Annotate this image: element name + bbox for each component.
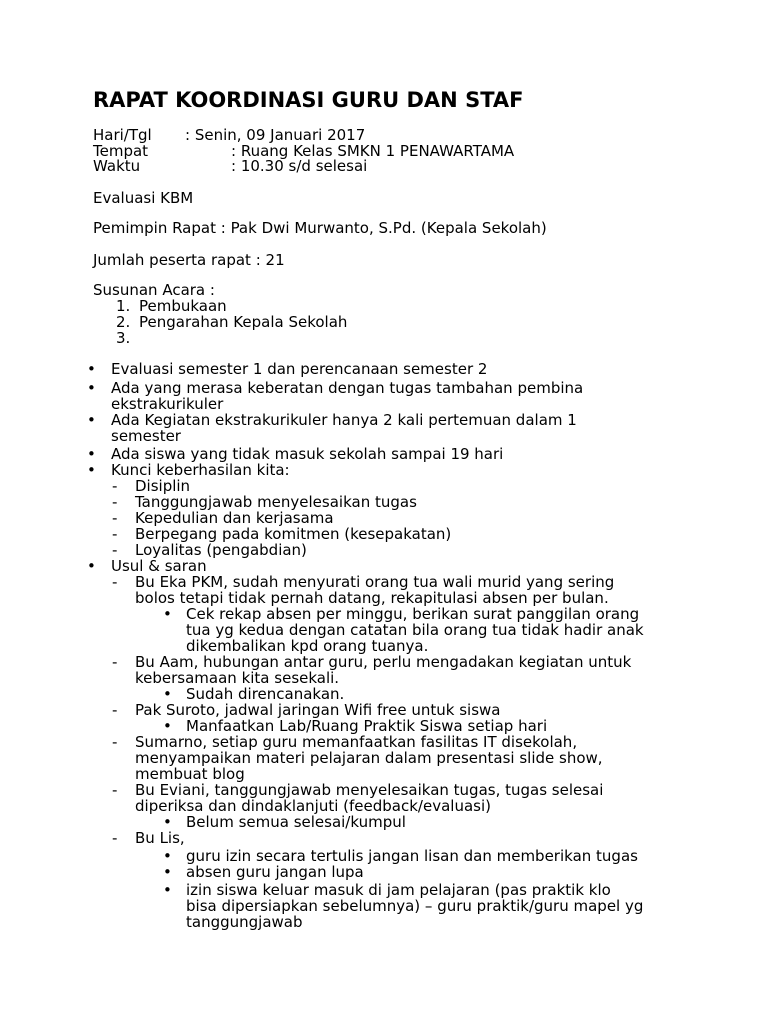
usul-sub-item: Sudah direncanakan. xyxy=(186,685,345,703)
usul-item: Bu Eviani, tanggungjawab menyelesaikan tugas, tugas selesai xyxy=(135,781,604,799)
dash-marker: - xyxy=(112,525,118,543)
kunci-item: Tanggungjawab menyelesaikan tugas xyxy=(135,493,417,511)
dash-marker: - xyxy=(112,829,118,847)
dash-marker: - xyxy=(112,701,118,719)
kunci-item: Disiplin xyxy=(135,477,191,495)
usul-sub-item-cont: tua yg kedua dengan catatan bila orang tua tidak hadir anak xyxy=(186,621,644,639)
susunan-num: 3. xyxy=(116,329,131,347)
usul-sub-item: absen guru jangan lupa xyxy=(186,863,364,881)
tempat-value: : Ruang Kelas SMKN 1 PENAWARTAMA xyxy=(231,142,515,160)
usul-item-cont: bolos tetapi tidak pernah datang, rekapitulasi absen per bulan. xyxy=(135,589,609,607)
bullet-icon: • xyxy=(87,379,96,397)
usul-sub-item-cont: dikembalikan kpd orang tuanya. xyxy=(186,637,429,655)
dash-marker: - xyxy=(112,573,118,591)
hari-value: : Senin, 09 Januari 2017 xyxy=(185,126,366,144)
kunci-item: Kepedulian dan kerjasama xyxy=(135,509,334,527)
usul-item-cont: diperiksa dan dindaklanjuti (feedback/evaluasi) xyxy=(135,797,491,815)
bullet-item: Evaluasi semester 1 dan perencanaan semester 2 xyxy=(111,360,488,378)
sub-bullet-icon: • xyxy=(163,881,172,899)
usul-item: Bu Eka PKM, sudah menyurati orang tua wali murid yang sering xyxy=(135,573,615,591)
usul-item-cont: kebersamaan kita sesekali. xyxy=(135,669,340,687)
dash-marker: - xyxy=(112,781,118,799)
usul-sub-item-cont: tanggungjawab xyxy=(186,913,303,931)
bullet-item: Ada yang merasa keberatan dengan tugas tambahan pembina xyxy=(111,379,584,397)
sub-bullet-icon: • xyxy=(163,813,172,831)
susunan-item: Pengarahan Kepala Sekolah xyxy=(139,313,348,331)
susunan-heading: Susunan Acara : xyxy=(93,281,215,299)
usul-sub-item: Belum semua selesai/kumpul xyxy=(186,813,406,831)
usul-sub-item-cont: bisa dipersiapkan sebelumnya) – guru praktik/guru mapel yg xyxy=(186,897,644,915)
susunan-num: 1. xyxy=(116,297,131,315)
dash-marker: - xyxy=(112,733,118,751)
dash-marker: - xyxy=(112,477,118,495)
tempat-label: Tempat xyxy=(93,142,149,160)
sub-bullet-icon: • xyxy=(163,685,172,703)
usul-sub-item: izin siswa keluar masuk di jam pelajaran (pas praktik klo xyxy=(186,881,611,899)
dash-marker: - xyxy=(112,509,118,527)
usul-sub-item: Manfaatkan Lab/Ruang Praktik Siswa setiap hari xyxy=(186,717,548,735)
document-title: RAPAT KOORDINASI GURU DAN STAF xyxy=(93,88,524,112)
dash-marker: - xyxy=(112,493,118,511)
bullet-item-cont: semester xyxy=(111,427,181,445)
usul-item-cont: menyampaikan materi pelajaran dalam presentasi slide show, xyxy=(135,749,603,767)
bullet-icon: • xyxy=(87,445,96,463)
usul-item: Bu Aam, hubungan antar guru, perlu mengadakan kegiatan untuk xyxy=(135,653,632,671)
dash-marker: - xyxy=(112,541,118,559)
bullet-item: Usul & saran xyxy=(111,557,207,575)
pemimpin-rapat: Pemimpin Rapat : Pak Dwi Murwanto, S.Pd. (Kepala Sekolah) xyxy=(93,219,547,237)
bullet-item-cont: ekstrakurikuler xyxy=(111,395,224,413)
sub-bullet-icon: • xyxy=(163,605,172,623)
usul-item: Sumarno, setiap guru memanfaatkan fasilitas IT disekolah, xyxy=(135,733,578,751)
sub-bullet-icon: • xyxy=(163,863,172,881)
waktu-value: : 10.30 s/d selesai xyxy=(231,157,368,175)
usul-sub-item: Cek rekap absen per minggu, berikan surat panggilan orang xyxy=(186,605,640,623)
bullet-icon: • xyxy=(87,411,96,429)
bullet-icon: • xyxy=(87,360,96,378)
susunan-num: 2. xyxy=(116,313,131,331)
usul-item: Pak Suroto, jadwal jaringan Wifi free untuk siswa xyxy=(135,701,501,719)
bullet-item: Ada siswa yang tidak masuk sekolah sampai 19 hari xyxy=(111,445,504,463)
sub-bullet-icon: • xyxy=(163,847,172,865)
sub-bullet-icon: • xyxy=(163,717,172,735)
usul-sub-item: guru izin secara tertulis jangan lisan dan memberikan tugas xyxy=(186,847,638,865)
kunci-item: Berpegang pada komitmen (kesepakatan) xyxy=(135,525,452,543)
jumlah-peserta: Jumlah peserta rapat : 21 xyxy=(93,251,285,269)
agenda-topic: Evaluasi KBM xyxy=(93,189,194,207)
dash-marker: - xyxy=(112,653,118,671)
bullet-item: Ada Kegiatan ekstrakurikuler hanya 2 kali pertemuan dalam 1 xyxy=(111,411,577,429)
usul-item: Bu Lis, xyxy=(135,829,185,847)
bullet-item: Kunci keberhasilan kita: xyxy=(111,461,290,479)
hari-label: Hari/Tgl xyxy=(93,126,152,144)
kunci-item: Loyalitas (pengabdian) xyxy=(135,541,307,559)
bullet-icon: • xyxy=(87,461,96,479)
usul-item-cont: membuat blog xyxy=(135,765,245,783)
waktu-label: Waktu xyxy=(93,157,141,175)
susunan-item: Pembukaan xyxy=(139,297,227,315)
bullet-icon: • xyxy=(87,557,96,575)
